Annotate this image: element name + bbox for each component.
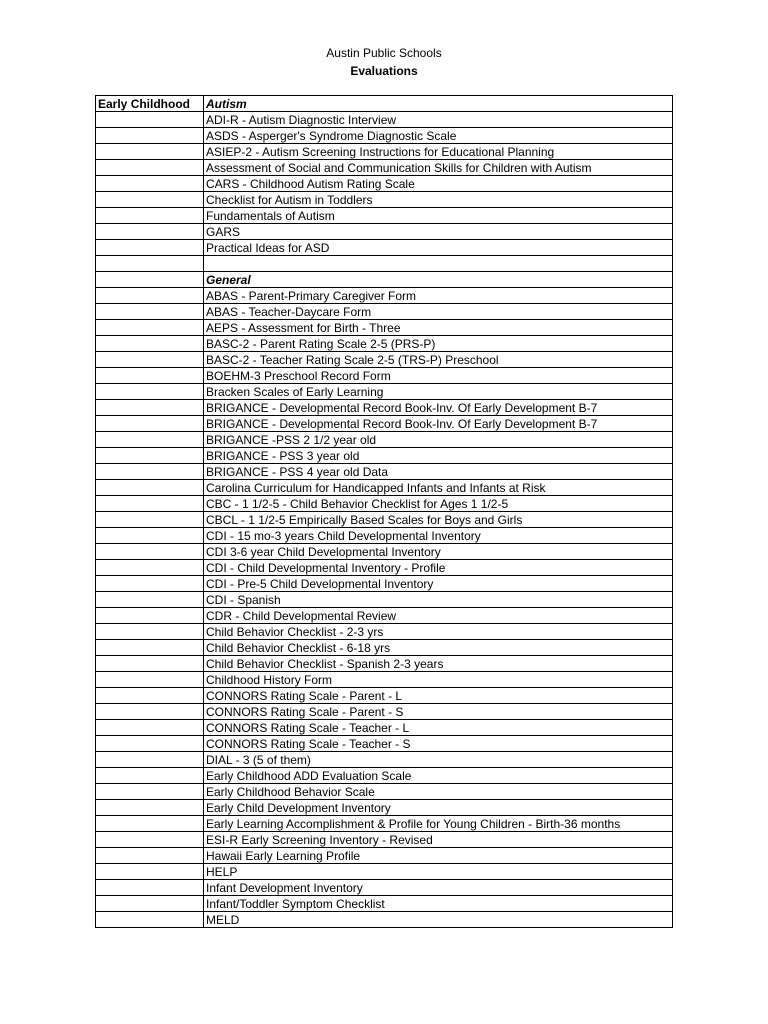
evaluation-item: Carolina Curriculum for Handicapped Infants and Infants at Risk: [204, 480, 673, 496]
evaluation-item: Childhood History Form: [204, 672, 673, 688]
table-row: [96, 208, 673, 224]
empty-category-cell: [96, 256, 204, 272]
section-heading-row: [96, 96, 673, 112]
evaluation-item: Child Behavior Checklist - 2-3 yrs: [204, 624, 673, 640]
table-row: [96, 112, 673, 128]
section-heading: Autism: [204, 96, 673, 112]
evaluation-item: Bracken Scales of Early Learning: [204, 384, 673, 400]
evaluation-item: Early Childhood Behavior Scale: [204, 784, 673, 800]
empty-category-cell: [96, 848, 204, 864]
empty-category-cell: [96, 816, 204, 832]
evaluation-item: HELP: [204, 864, 673, 880]
evaluations-table-body: [96, 96, 673, 928]
evaluation-item: Child Behavior Checklist - 6-18 yrs: [204, 640, 673, 656]
empty-category-cell: [96, 864, 204, 880]
empty-category-cell: [96, 448, 204, 464]
empty-category-cell: [96, 176, 204, 192]
evaluation-item: MELD: [204, 912, 673, 928]
table-row: [96, 384, 673, 400]
table-row: [96, 512, 673, 528]
empty-category-cell: [96, 464, 204, 480]
evaluation-item: CDI - Spanish: [204, 592, 673, 608]
evaluation-item: BRIGANCE - Developmental Record Book-Inv. Of Early Development B-7: [204, 400, 673, 416]
empty-category-cell: [96, 880, 204, 896]
empty-category-cell: [96, 768, 204, 784]
empty-category-cell: [96, 144, 204, 160]
table-row: [96, 144, 673, 160]
evaluation-item: ASIEP-2 - Autism Screening Instructions for Educational Planning: [204, 144, 673, 160]
empty-category-cell: [96, 384, 204, 400]
organization-name: Austin Public Schools: [326, 46, 442, 60]
empty-category-cell: [96, 528, 204, 544]
table-row: [96, 736, 673, 752]
table-row: [96, 800, 673, 816]
table-row: [96, 128, 673, 144]
evaluation-item: ABAS - Parent-Primary Caregiver Form: [204, 288, 673, 304]
table-row: [96, 368, 673, 384]
table-row: [96, 336, 673, 352]
evaluation-item: CBCL - 1 1/2-5 Empirically Based Scales for Boys and Girls: [204, 512, 673, 528]
table-row: [96, 256, 673, 272]
evaluations-table: [95, 95, 673, 928]
blank-cell: [204, 256, 673, 272]
empty-category-cell: [96, 368, 204, 384]
empty-category-cell: [96, 752, 204, 768]
table-row: [96, 880, 673, 896]
evaluation-item: ESI-R Early Screening Inventory - Revised: [204, 832, 673, 848]
evaluation-item: AEPS - Assessment for Birth - Three: [204, 320, 673, 336]
evaluation-item: Child Behavior Checklist - Spanish 2-3 years: [204, 656, 673, 672]
evaluation-item: Early Child Development Inventory: [204, 800, 673, 816]
empty-category-cell: [96, 400, 204, 416]
table-row: [96, 400, 673, 416]
empty-category-cell: [96, 544, 204, 560]
empty-category-cell: [96, 288, 204, 304]
empty-category-cell: [96, 432, 204, 448]
table-row: [96, 720, 673, 736]
empty-category-cell: [96, 416, 204, 432]
table-row: [96, 896, 673, 912]
empty-category-cell: [96, 304, 204, 320]
category-cell: Early Childhood: [96, 96, 204, 112]
empty-category-cell: [96, 912, 204, 928]
empty-category-cell: [96, 496, 204, 512]
evaluation-item: BASC-2 - Parent Rating Scale 2-5 (PRS-P): [204, 336, 673, 352]
table-row: [96, 624, 673, 640]
empty-category-cell: [96, 512, 204, 528]
evaluation-item: CDI 3-6 year Child Developmental Inventory: [204, 544, 673, 560]
table-row: [96, 592, 673, 608]
empty-category-cell: [96, 160, 204, 176]
table-row: [96, 784, 673, 800]
evaluation-item: GARS: [204, 224, 673, 240]
empty-category-cell: [96, 832, 204, 848]
evaluation-item: CONNORS Rating Scale - Teacher - S: [204, 736, 673, 752]
empty-category-cell: [96, 352, 204, 368]
empty-category-cell: [96, 736, 204, 752]
evaluation-item: BRIGANCE - Developmental Record Book-Inv. Of Early Development B-7: [204, 416, 673, 432]
table-row: [96, 432, 673, 448]
table-row: [96, 608, 673, 624]
empty-category-cell: [96, 336, 204, 352]
table-row: [96, 480, 673, 496]
empty-category-cell: [96, 560, 204, 576]
empty-category-cell: [96, 240, 204, 256]
table-row: [96, 560, 673, 576]
evaluation-item: CDI - 15 mo-3 years Child Developmental Inventory: [204, 528, 673, 544]
evaluation-item: BOEHM-3 Preschool Record Form: [204, 368, 673, 384]
table-row: [96, 240, 673, 256]
empty-category-cell: [96, 128, 204, 144]
evaluation-item: Early Childhood ADD Evaluation Scale: [204, 768, 673, 784]
empty-category-cell: [96, 784, 204, 800]
evaluation-item: CONNORS Rating Scale - Teacher - L: [204, 720, 673, 736]
evaluation-item: Assessment of Social and Communication Skills for Children with Autism: [204, 160, 673, 176]
table-row: [96, 160, 673, 176]
evaluation-item: ABAS - Teacher-Daycare Form: [204, 304, 673, 320]
evaluation-item: ADI-R - Autism Diagnostic Interview: [204, 112, 673, 128]
evaluation-item: CBC - 1 1/2-5 - Child Behavior Checklist for Ages 1 1/2-5: [204, 496, 673, 512]
section-heading-row: [96, 272, 673, 288]
evaluation-item: CDI - Pre-5 Child Developmental Inventory: [204, 576, 673, 592]
table-row: [96, 528, 673, 544]
empty-category-cell: [96, 624, 204, 640]
empty-category-cell: [96, 800, 204, 816]
table-row: [96, 848, 673, 864]
evaluation-item: BRIGANCE - PSS 4 year old Data: [204, 464, 673, 480]
table-row: [96, 496, 673, 512]
evaluation-item: BRIGANCE - PSS 3 year old: [204, 448, 673, 464]
empty-category-cell: [96, 672, 204, 688]
table-row: [96, 352, 673, 368]
empty-category-cell: [96, 576, 204, 592]
evaluation-item: Hawaii Early Learning Profile: [204, 848, 673, 864]
evaluation-item: Practical Ideas for ASD: [204, 240, 673, 256]
empty-category-cell: [96, 224, 204, 240]
table-row: [96, 864, 673, 880]
table-row: [96, 832, 673, 848]
table-row: [96, 224, 673, 240]
empty-category-cell: [96, 592, 204, 608]
empty-category-cell: [96, 896, 204, 912]
table-row: [96, 416, 673, 432]
table-row: [96, 320, 673, 336]
evaluation-item: Infant/Toddler Symptom Checklist: [204, 896, 673, 912]
evaluation-item: DIAL - 3 (5 of them): [204, 752, 673, 768]
empty-category-cell: [96, 320, 204, 336]
table-row: [96, 288, 673, 304]
evaluation-item: CDI - Child Developmental Inventory - Profile: [204, 560, 673, 576]
evaluation-item: Infant Development Inventory: [204, 880, 673, 896]
evaluation-item: CARS - Childhood Autism Rating Scale: [204, 176, 673, 192]
empty-category-cell: [96, 480, 204, 496]
empty-category-cell: [96, 272, 204, 288]
empty-category-cell: [96, 112, 204, 128]
table-row: [96, 448, 673, 464]
table-row: [96, 704, 673, 720]
table-row: [96, 544, 673, 560]
table-row: [96, 688, 673, 704]
evaluation-item: ASDS - Asperger's Syndrome Diagnostic Scale: [204, 128, 673, 144]
table-row: [96, 768, 673, 784]
empty-category-cell: [96, 704, 204, 720]
evaluation-item: CDR - Child Developmental Review: [204, 608, 673, 624]
empty-category-cell: [96, 656, 204, 672]
empty-category-cell: [96, 720, 204, 736]
table-row: [96, 672, 673, 688]
table-row: [96, 816, 673, 832]
table-row: [96, 576, 673, 592]
empty-category-cell: [96, 208, 204, 224]
empty-category-cell: [96, 688, 204, 704]
page-title: Evaluations: [350, 64, 418, 78]
empty-category-cell: [96, 608, 204, 624]
section-heading: General: [204, 272, 673, 288]
evaluation-item: Early Learning Accomplishment & Profile for Young Children - Birth-36 months: [204, 816, 673, 832]
table-row: [96, 912, 673, 928]
table-row: [96, 192, 673, 208]
table-row: [96, 176, 673, 192]
table-row: [96, 304, 673, 320]
table-row: [96, 656, 673, 672]
table-row: [96, 640, 673, 656]
evaluation-item: Fundamentals of Autism: [204, 208, 673, 224]
evaluation-item: BASC-2 - Teacher Rating Scale 2-5 (TRS-P) Preschool: [204, 352, 673, 368]
table-row: [96, 752, 673, 768]
empty-category-cell: [96, 192, 204, 208]
evaluation-item: Checklist for Autism in Toddlers: [204, 192, 673, 208]
empty-category-cell: [96, 640, 204, 656]
evaluation-item: BRIGANCE -PSS 2 1/2 year old: [204, 432, 673, 448]
evaluation-item: CONNORS Rating Scale - Parent - L: [204, 688, 673, 704]
table-row: [96, 464, 673, 480]
evaluation-item: CONNORS Rating Scale - Parent - S: [204, 704, 673, 720]
